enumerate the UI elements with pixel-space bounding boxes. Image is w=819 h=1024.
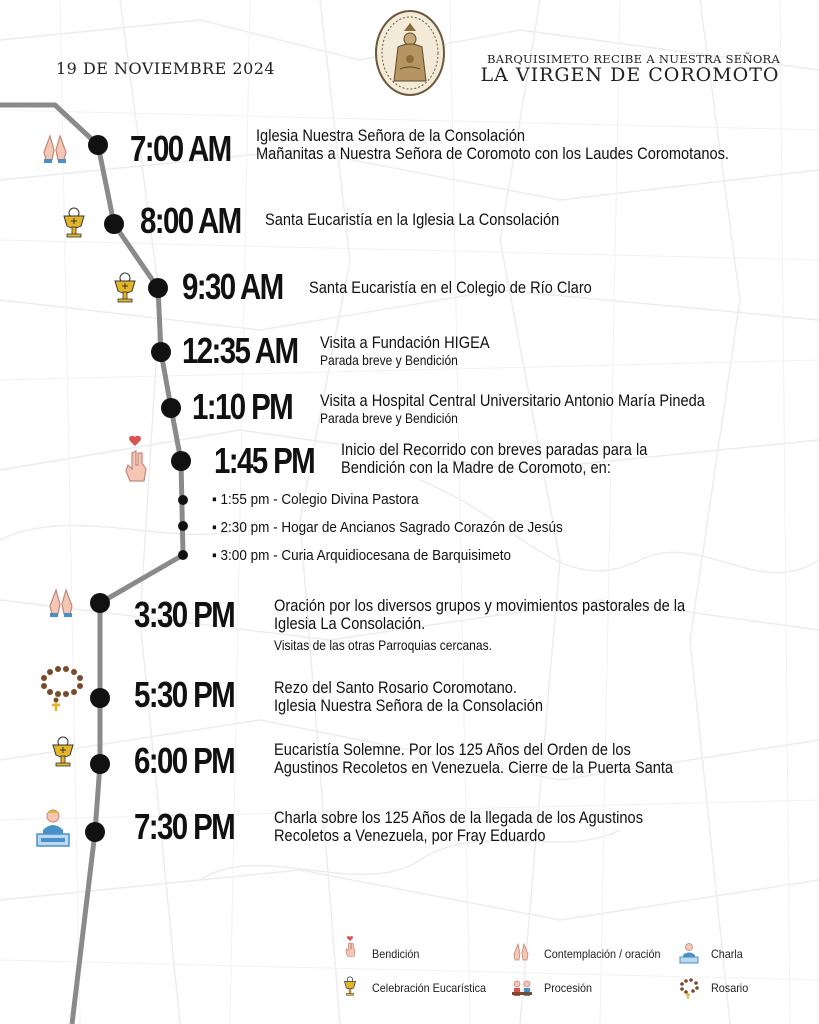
chalice-icon xyxy=(108,271,142,305)
rosary-icon xyxy=(678,978,700,1000)
procession-icon xyxy=(511,978,533,1000)
route-stop-dot xyxy=(88,135,108,155)
route-stop-dot xyxy=(90,688,110,708)
schedule-description xyxy=(320,392,705,427)
schedule-time: 3:30 PM xyxy=(134,594,235,635)
route-stop-dot xyxy=(90,754,110,774)
praying-hands-icon xyxy=(44,586,78,620)
route-stop-dot xyxy=(104,214,124,234)
schedule-description xyxy=(274,741,673,777)
description-subline: Parada breve y Bendición xyxy=(320,352,458,368)
lecture-icon xyxy=(33,808,73,848)
route-stop-dot xyxy=(85,822,105,842)
description-line: Eucaristía Solemne. Por los 125 Años del Orden de los xyxy=(274,740,631,759)
description-subline: Visitas de las otras Parroquias cercanas. xyxy=(274,637,492,653)
header-title: LA VIRGEN DE COROMOTO xyxy=(480,64,780,86)
route-stop-dot xyxy=(148,278,168,298)
route-stop-dot xyxy=(161,398,181,418)
schedule-time: 7:00 AM xyxy=(130,128,231,169)
description-line: Oración por los diversos grupos y movimientos pastorales de la xyxy=(274,596,686,615)
description-line: Mañanitas a Nuestra Señora de Coromoto con los Laudes Coromotanos. xyxy=(256,144,729,163)
header-subtitle: BARQUISIMETO RECIBE A NUESTRA SEÑORA xyxy=(487,52,781,66)
blessing-hand-icon xyxy=(340,936,360,958)
description-line: Charla sobre los 125 Años de la llegada de los Agustinos xyxy=(274,808,644,827)
chalice-icon xyxy=(46,735,80,769)
route-substop-dot xyxy=(178,550,188,560)
description-line: Recoletos a Venezuela, por Fray Eduardo xyxy=(274,826,546,845)
description-line: Bendición con la Madre de Coromoto, en: xyxy=(341,458,611,477)
schedule-time: 12:35 AM xyxy=(182,330,298,371)
chalice-icon xyxy=(340,976,360,998)
description-line: Agustinos Recoletos en Venezuela. Cierre de la Puerta Santa xyxy=(274,758,674,777)
blessing-hand-icon xyxy=(118,435,152,487)
event-date: 19 DE NOVIEMBRE 2024 xyxy=(56,59,276,78)
description-subline: Parada breve y Bendición xyxy=(320,410,458,426)
description-line: Inicio del Recorrido con breves paradas para la xyxy=(341,440,648,459)
procession-stop-list xyxy=(212,491,563,575)
legend-label: Procesión xyxy=(544,981,593,995)
schedule-description xyxy=(320,334,490,369)
schedule-description xyxy=(274,809,643,845)
lecture-icon xyxy=(678,942,700,964)
schedule-description xyxy=(265,211,559,229)
schedule-description xyxy=(274,597,685,654)
description-line: Santa Eucaristía en la Iglesia La Consolación xyxy=(265,210,560,229)
schedule-description xyxy=(274,679,543,715)
description-line: Santa Eucaristía en el Colegio de Río Claro xyxy=(309,278,592,297)
praying-hands-icon xyxy=(38,132,72,166)
schedule-time: 7:30 PM xyxy=(134,806,235,847)
schedule-description xyxy=(309,279,592,297)
description-line: Iglesia Nuestra Señora de la Consolación xyxy=(274,696,544,715)
schedule-time: 1:45 PM xyxy=(214,440,315,481)
description-line: Visita a Hospital Central Universitario Antonio María Pineda xyxy=(320,391,705,410)
description-line: Iglesia Nuestra Señora de la Consolación xyxy=(256,126,526,145)
legend-label: Charla xyxy=(711,947,743,961)
description-line: Iglesia La Consolación. xyxy=(274,614,426,633)
procession-stop: ▪ 3:00 pm - Curia Arquidiocesana de Barquisimeto xyxy=(212,547,511,564)
route-stop-dot xyxy=(90,593,110,613)
chalice-icon xyxy=(57,206,91,240)
schedule-time: 8:00 AM xyxy=(140,200,241,241)
schedule-time: 1:10 PM xyxy=(192,386,293,427)
procession-stop: ▪ 2:30 pm - Hogar de Ancianos Sagrado Corazón de Jesús xyxy=(212,519,563,536)
route-stop-dot xyxy=(171,451,191,471)
route-substop-dot xyxy=(178,521,188,531)
legend-label: Rosario xyxy=(711,981,749,995)
route-stop-dot xyxy=(151,342,171,362)
virgin-coromoto-seal-icon xyxy=(374,9,446,97)
description-line: Visita a Fundación HIGEA xyxy=(320,333,490,352)
legend-label: Contemplación / oración xyxy=(544,947,661,961)
rosary-icon xyxy=(36,666,86,712)
schedule-time: 5:30 PM xyxy=(134,674,235,715)
legend-label: Bendición xyxy=(372,947,420,961)
schedule-time: 9:30 AM xyxy=(182,266,283,307)
route-substop-dot xyxy=(178,495,188,505)
praying-hands-icon xyxy=(511,942,531,964)
schedule-time: 6:00 PM xyxy=(134,740,235,781)
description-line: Rezo del Santo Rosario Coromotano. xyxy=(274,678,517,697)
procession-stop: ▪ 1:55 pm - Colegio Divina Pastora xyxy=(212,491,419,508)
schedule-description xyxy=(256,127,729,163)
legend-label: Celebración Eucarística xyxy=(372,981,487,995)
schedule-description xyxy=(341,441,647,477)
